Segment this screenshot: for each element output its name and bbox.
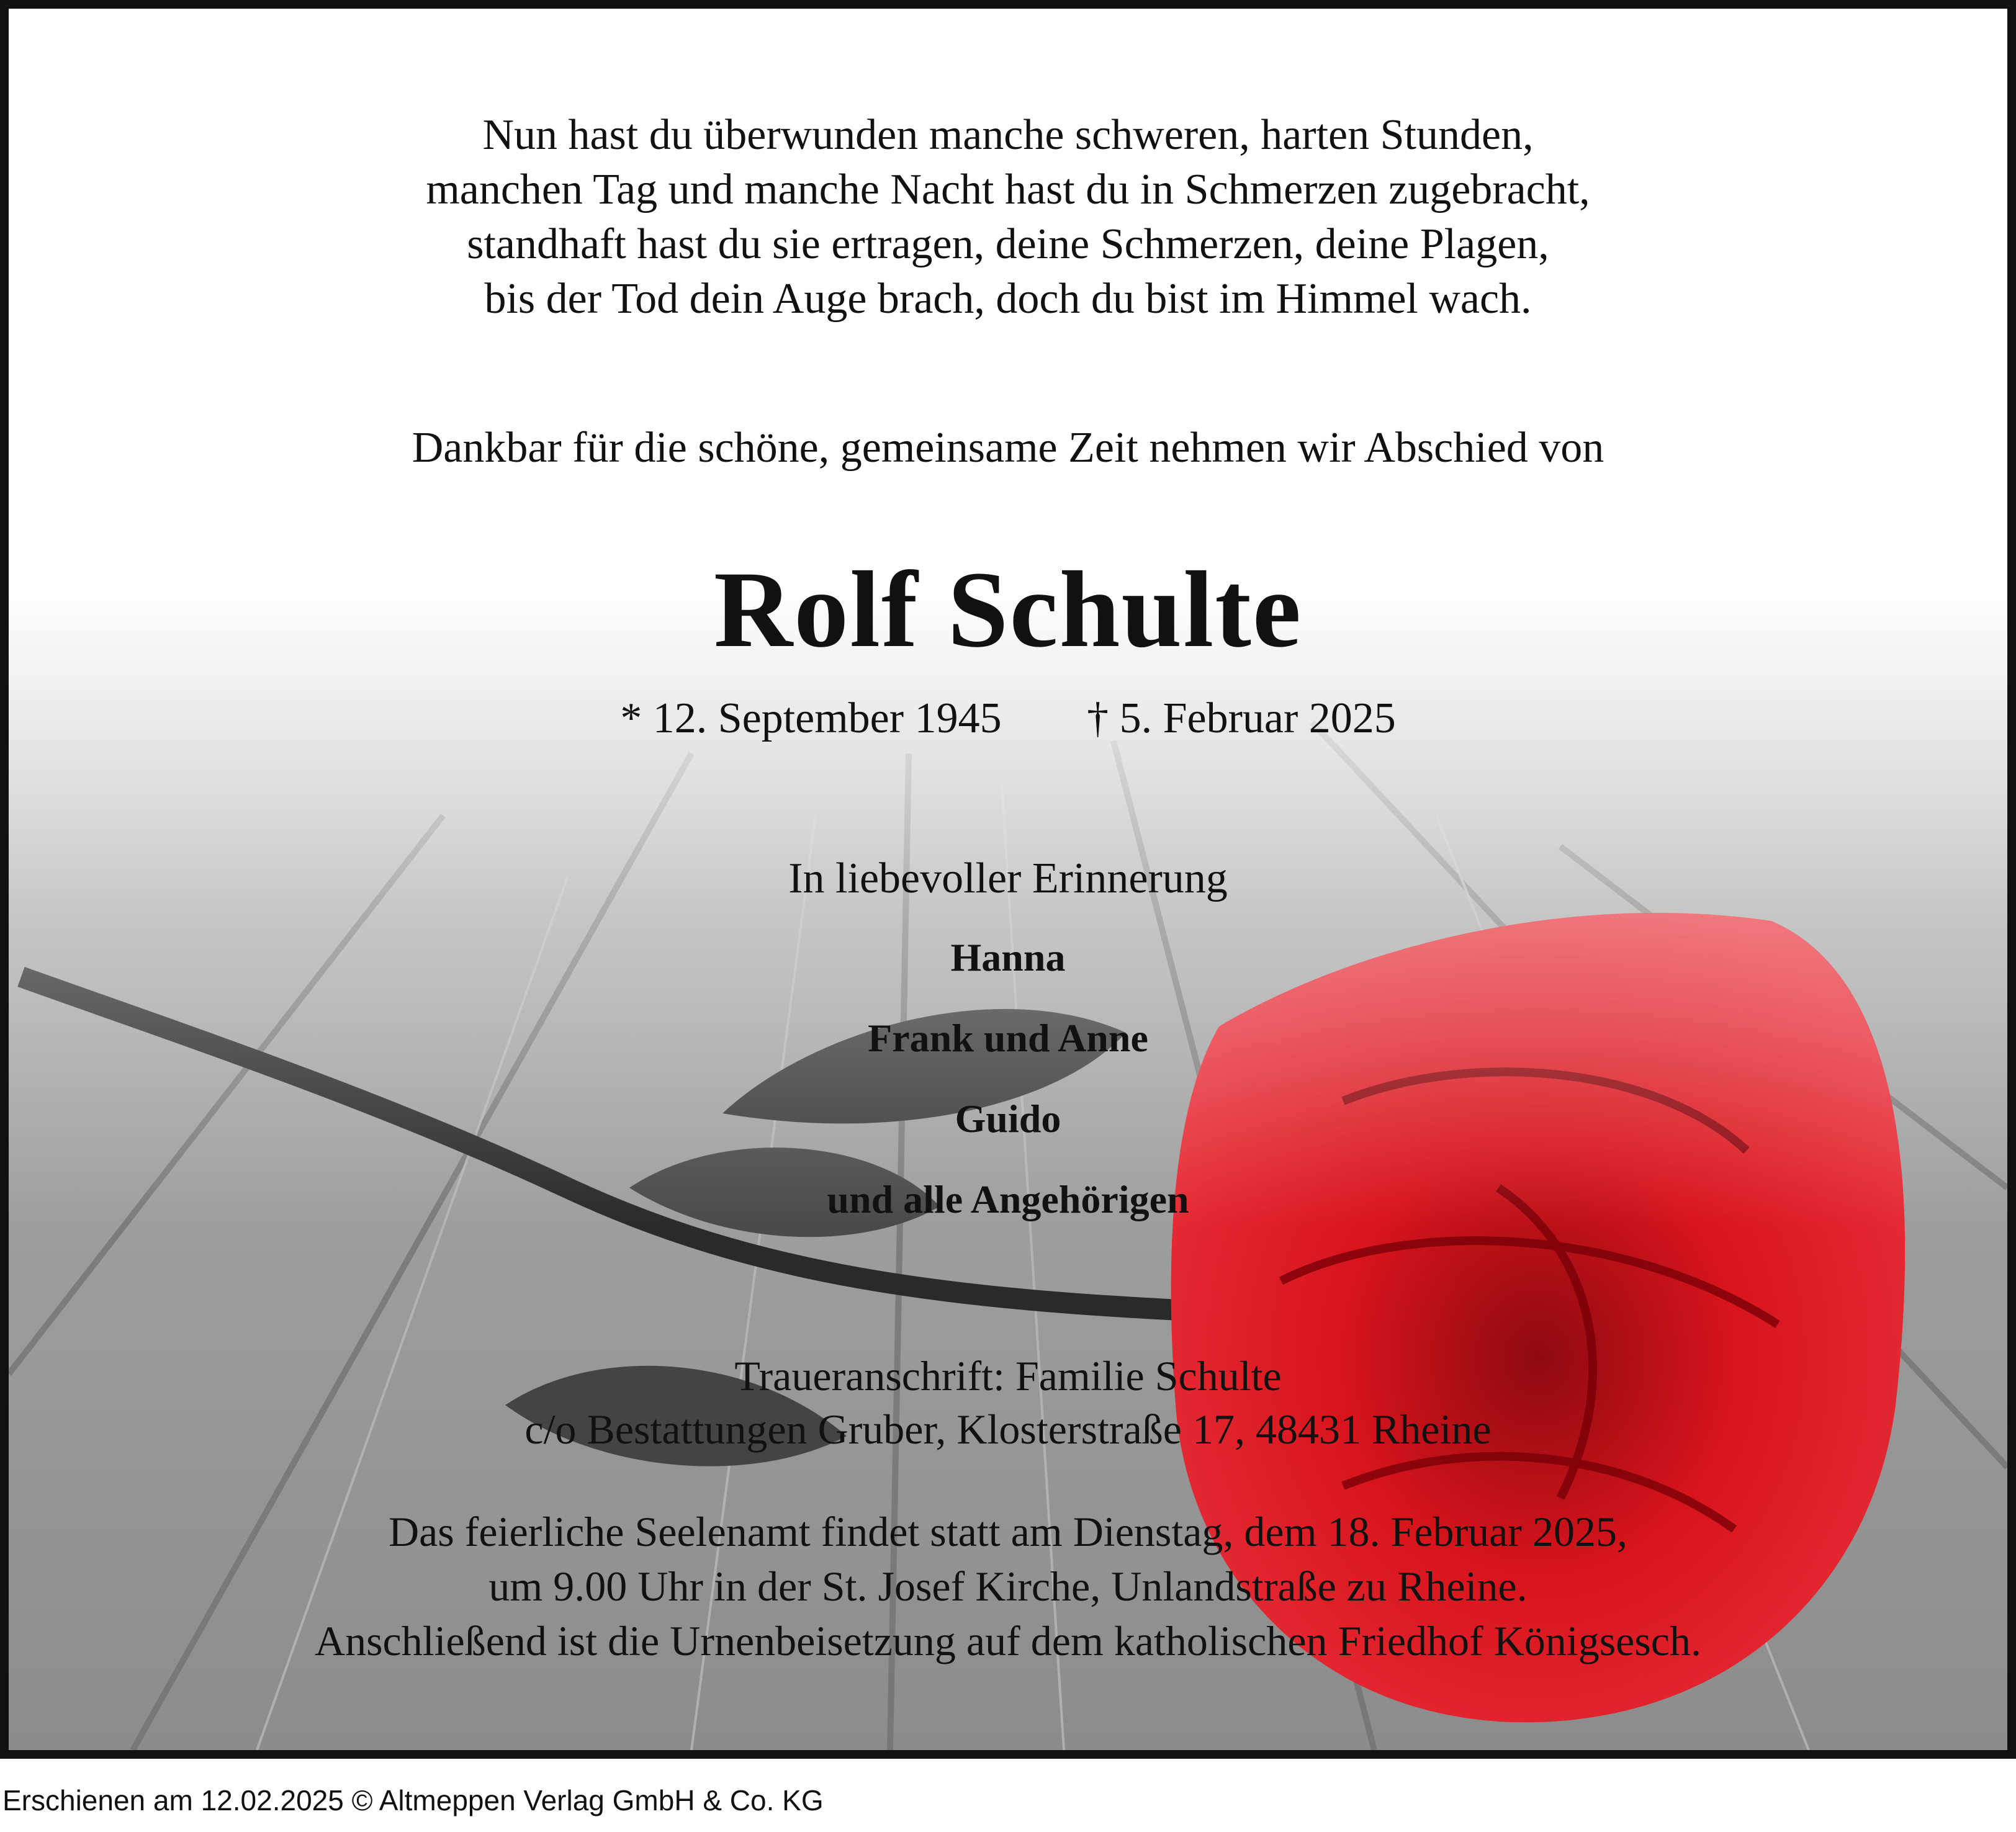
mourning-address: [9, 1349, 2007, 1456]
mourner: Guido: [955, 1097, 1061, 1141]
poem: [9, 108, 2007, 326]
address-line: Traueranschrift: Familie Schulte: [734, 1352, 1282, 1399]
address-line: c/o Bestattungen Gruber, Klosterstraße 17, 48431 Rheine: [524, 1406, 1492, 1453]
service-line: Das feierliche Seelenamt findet statt am Dienstag, dem 18. Februar 2025,: [389, 1508, 1627, 1555]
poem-line: Nun hast du überwunden manche schweren, harten Stunden,: [482, 111, 1534, 159]
poem-line: manchen Tag und manche Nacht hast du in Schmerzen zugebracht,: [426, 166, 1590, 213]
notice-text: [9, 9, 2007, 1750]
memory-line: In liebevoller Erinnerung: [788, 855, 1228, 902]
deceased-name: Rolf Schulte: [714, 549, 1302, 670]
farewell-intro: Dankbar für die schöne, gemeinsame Zeit nehmen wir Abschied von: [412, 424, 1604, 472]
service-line: Anschließend ist die Urnenbeisetzung auf dem katholischen Friedhof Königsesch.: [314, 1617, 1701, 1664]
death-date: † 5. Februar 2025: [1087, 694, 1396, 742]
service-line: um 9.00 Uhr in der St. Josef Kirche, Unlandstraße zu Rheine.: [488, 1563, 1528, 1610]
mourner: und alle Angehörigen: [827, 1177, 1189, 1221]
mourner: Frank und Anne: [868, 1016, 1148, 1060]
service-info: [9, 1504, 2007, 1668]
poem-line: standhaft hast du sie ertragen, deine Schmerzen, deine Plagen,: [467, 220, 1549, 268]
poem-line: bis der Tod dein Auge brach, doch du bist im Himmel wach.: [484, 275, 1532, 323]
birth-date: * 12. September 1945: [620, 694, 1002, 742]
life-dates: [9, 694, 2007, 743]
publication-footer: Erschienen am 12.02.2025 © Altmeppen Verlag GmbH & Co. KG: [2, 1784, 824, 1816]
mourner: Hanna: [950, 935, 1066, 979]
